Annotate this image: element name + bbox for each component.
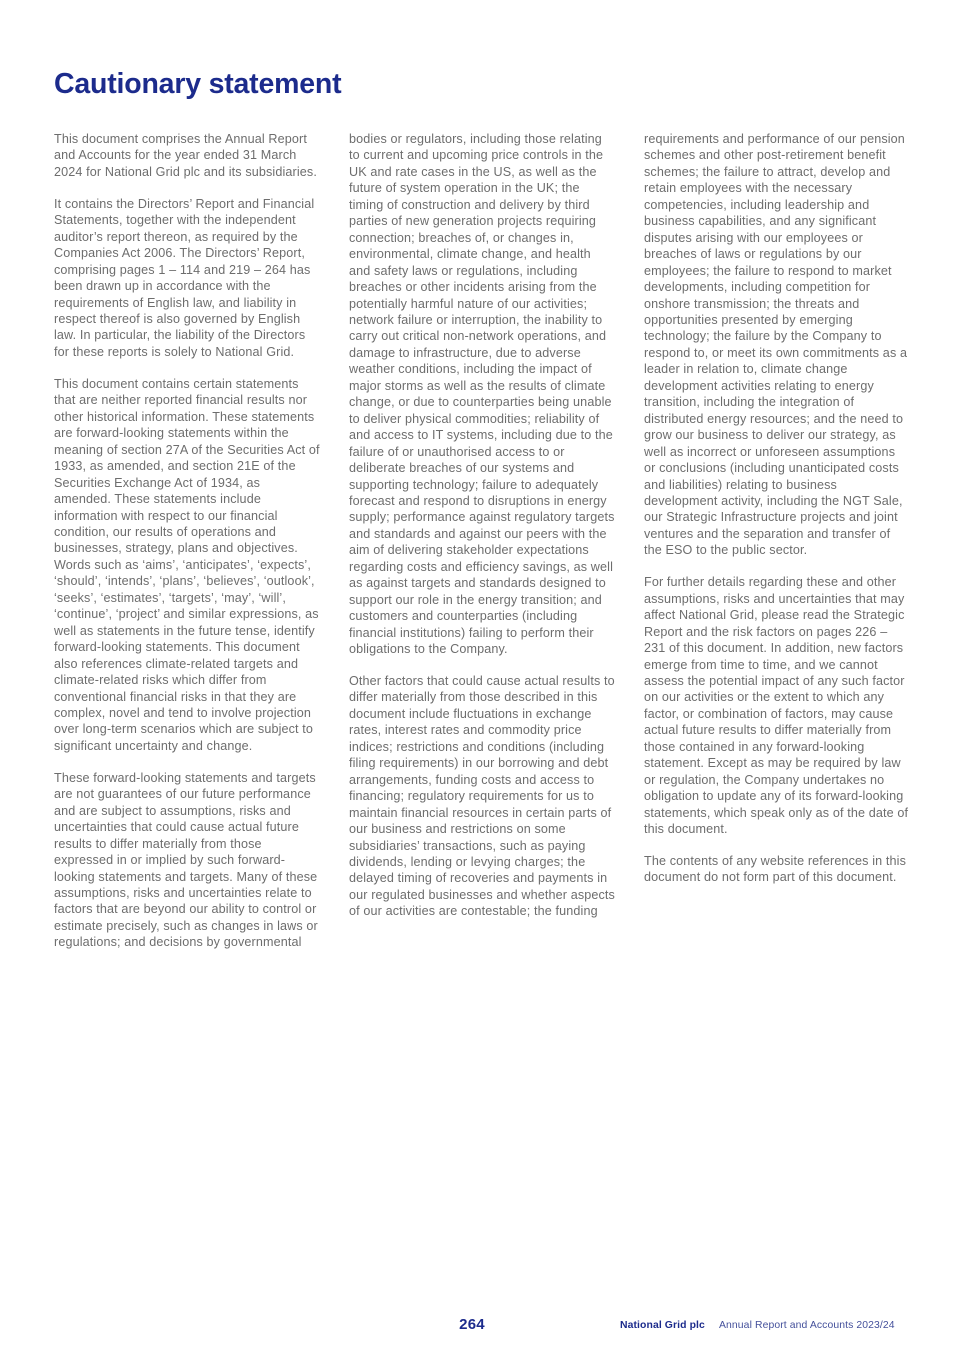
- paragraph: It contains the Directors’ Report and Financial Statements, together with the independent auditor’s report thereon, as required by the Companies Act 2006. The Directors’ Report, comprising pages 1 – 114 and 219 – 264 has been drawn up in accordance with the requirements of English law, and liability in respect thereof is also governed by English law. In particular, the liability of the Directors for these reports is solely to National Grid.: [54, 196, 315, 359]
- paragraph: For further details regarding these and other assumptions, risks and uncertainties that may affect National Grid, please read the Strategic Report and the risk factors on pages 226 – 231 of this document. In addition, new factors emerge from time to time, and we cannot assess the potential impact of any such factor on our activities or the extent to which any factor, or combination of factors, may cause actual future results to differ materially from those contained in any forward-looking statement. Except as may be required by law or regulation, the Company undertakes no obligation to update any of its forward-looking statements, which speak only as of the date of this document.: [644, 575, 909, 837]
- paragraph: This document comprises the Annual Report and Accounts for the year ended 31 March 2024 for National Grid plc and its subsidiaries.: [54, 132, 317, 179]
- paragraph: bodies or regulators, including those relating to current and upcoming price controls in the UK and rate cases in the US, as well as the future of system operation in the UK; the timing of construction and delivery by third parties of new generation projects requiring connection; breaches of, or changes in, environmental, climate change, and health and safety laws or regulations, including breaches or other incidents arising from the potentially harmful nature of our activities; network failure or interruption, the inability to carry out critical non-network operations, and damage to infrastructure, due to adverse weather conditions, including the impact of major storms as well as the results of climate change, or due to counterparties being unable to deliver physical commodities; reliability of and access to IT systems, including due to the failure of or unauthorised access to or deliberate breaches of our systems and supporting technology; failure to adequately forecast and respond to disruptions in energy supply; performance against regulatory targets and standards and against our peers with the aim of delivering stakeholder expectations regarding costs and efficiency savings, as well as against targets and standards designed to support our role in the energy transition; and customers and counterparties (including financial institutions) failing to perform their obligations to the Company.: [349, 132, 615, 657]
- paragraph: These forward-looking statements and targets are not guarantees of our future performance and are subject to assumptions, risks and uncertainties that could cause actual future results to differ materially from those expressed in or implied by such forward-looking statements and targets. Many of these assumptions, risks and uncertainties relate to factors that are beyond our ability to control or estimate precisely, such as changes in laws or regulations; and decisions by governmental: [54, 770, 318, 950]
- paragraph: This document contains certain statements that are neither reported financial results nor other historical information. These statements are forward-looking statements within the meaning of section 27A of the Securities Act of 1933, as amended, and section 21E of the Securities Exchange Act of 1934, as amended. These statements include information with respect to our financial condition, our results of operations and businesses, strategy, plans and objectives. Words such as ‘aims’, ‘anticipates’, ‘expects’, ‘should’, ‘intends’, ‘plans’, ‘believes’, ‘outlook’, ‘seeks’, ‘estimates’, ‘targets’, ‘may’, ‘will’, ‘continue’, ‘project’ and similar expressions, as well as statements in the future tense, identify forward-looking statements. This document also references climate-related targets and climate-related risks which differ from conventional financial risks in that they are complex, novel and tend to involve projection over long-term scenarios which are subject to significant uncertainty and change.: [54, 376, 320, 753]
- footer-company-name: National Grid plc: [620, 1320, 705, 1331]
- footer-report-title: Annual Report and Accounts 2023/24: [719, 1320, 895, 1331]
- paragraph: Other factors that could cause actual results to differ materially from those described in this document include fluctuations in exchange rates, interest rates and commodity price indices; restrictions and conditions (including filing requirements) in our borrowing and debt arrangements, funding costs and access to financing; regulatory requirements for us to maintain financial resources in certain parts of our business and restrictions on some subsidiaries’ transactions, such as paying dividends, lending or levying charges; the delayed timing of recoveries and payments in our regulated businesses and whether aspects of our activities are contestable; the funding: [349, 674, 615, 919]
- page-title: Cautionary statement: [54, 68, 342, 101]
- paragraph: The contents of any website references in this document do not form part of this document.: [644, 854, 907, 885]
- text-column-3: [644, 131, 910, 886]
- page-footer: [0, 1316, 965, 1346]
- body-columns: [54, 131, 911, 951]
- text-column-2: [349, 131, 615, 920]
- page-number: 264: [459, 1316, 485, 1333]
- paragraph: requirements and performance of our pension schemes and other post-retirement benefit schemes; the failure to attract, develop and retain employees with the necessary competencies, including leadership and business capabilities, and any significant disputes arising with our employees or breaches of laws or regulations by our employees; the failure to respond to market developments, including competition for onshore transmission; the threats and opportunities presented by emerging technology; the failure by the Company to respond to, or meet its own commitments as a leader in relation to, climate change development activities relating to energy transition, including the integration of distributed energy resources; and the need to grow our business to deliver our strategy, as well as incorrect or unforeseen assumptions or conclusions (including unanticipated costs and liabilities) relating to business development activity, including the NGT Sale, our Strategic Infrastructure projects and joint ventures and the separation and transfer of the ESO to the public sector.: [644, 132, 908, 558]
- text-column-1: [54, 131, 320, 951]
